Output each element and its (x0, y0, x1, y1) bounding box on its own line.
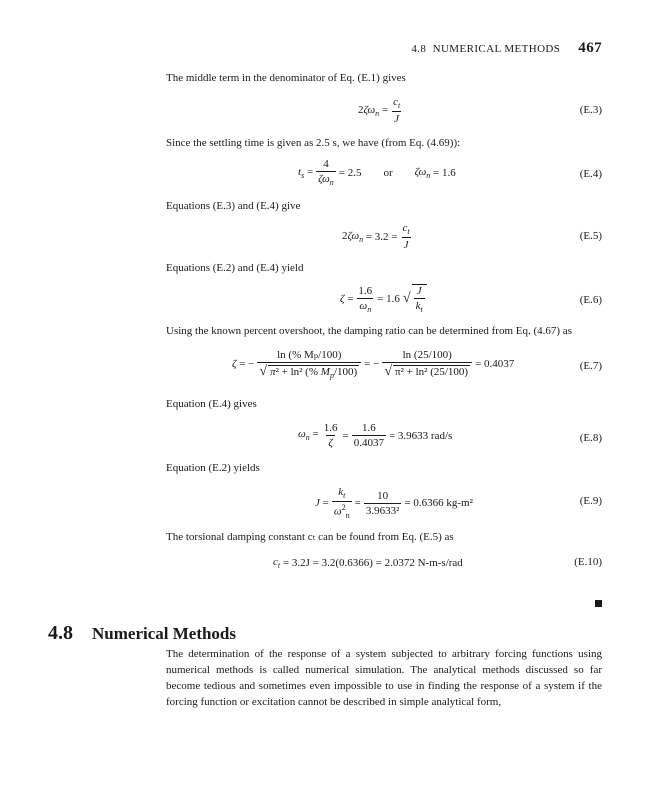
e9-num: 10 (377, 489, 389, 502)
equation-e4: $t_s$ = $\frac{4}{\zeta\omega_n}$ = 2.5 or $\zeta\omega_n$ = 1.6 (298, 158, 456, 188)
equation-e6: ζ = $\frac{1.6}{\omega_n}$ = 1.6 √ $\frac{J}{k_t}$ (340, 284, 427, 314)
paragraph-8: The torsional damping constant cₜ can be found from Eq. (E.5) as (166, 531, 454, 543)
equation-e7: ζ = − $\frac{\text{ln (\% Mₚ/100)}}{√ \pi^2 + \ln^2 (\% M_p/100)}$ = − $\frac{\ln (25/100)}{\text{√ π² + ln² (25/100)}}$ = 0.4037 (232, 348, 515, 381)
section-title: Numerical Methods (92, 624, 237, 643)
e10-text: = 3.2J = 3.2(0.6366) = 2.0372 N-m-s/rad (282, 557, 463, 570)
equation-number-e6: (E.6) (579, 294, 602, 306)
page-number: 467 (578, 40, 602, 56)
paragraph-7: Equation (E.2) yields (166, 462, 260, 474)
paragraph-5: Using the known percent overshoot, the damping ratio can be determined from Eq. (4.67) as (166, 325, 572, 337)
e4-value1: = 2.5 (338, 166, 362, 179)
equation-number-e9: (E.9) (579, 495, 602, 507)
e7-result: = 0.4037 (475, 358, 515, 371)
e4-value2: = 1.6 (432, 166, 456, 179)
running-header (411, 40, 602, 57)
equation-number-e4: (E.4) (579, 168, 602, 180)
equation-e8: $\omega_n$ = $\frac{1.6}{\zeta}$ = $\frac{1.6}{0.4037}$ = 3.9633 rad/s (298, 422, 453, 449)
paragraph-2: Since the settling time is given as 2.5 s, we have (from Eq. (4.69)): (166, 137, 461, 149)
section-body: The determination of the response of a system subjected to arbitrary forcing functions using numerical methods is called numerical simulation. The analytical methods discussed so far become tedious and sometimes even impossible to use in finding the response of a system if the forcing function or excitation cannot be described in simple analytical form, (166, 648, 602, 708)
e9-den: 3.9633² (365, 504, 400, 517)
paragraph-4: Equations (E.2) and (E.4) yield (166, 262, 304, 274)
e5-value: = 3.2 = (365, 230, 398, 243)
e8-num: 1.6 (361, 422, 376, 434)
equation-number-e3: (E.3) (579, 104, 602, 116)
equation-number-e8: (E.8) (579, 432, 602, 444)
header-title: NUMERICAL METHODS (432, 43, 561, 55)
e7-num1: ln (% Mₚ/100) (277, 349, 342, 361)
paragraph-1: The middle term in the denominator of Eq. (E.1) gives (166, 72, 406, 84)
equation-number-e7: (E.7) (579, 360, 602, 372)
e8-result: = 3.9633 rad/s (388, 429, 453, 442)
e8-den: 0.4037 (353, 437, 384, 449)
e4-connector: or (383, 166, 393, 179)
equation-e5: $2\zeta\omega_n$ = 3.2 = $\frac{c_t}{J}$ (342, 222, 410, 252)
section-number: 4.8 (48, 622, 73, 644)
paragraph-6: Equation (E.4) gives (166, 398, 257, 410)
equation-number-e10: (E.10) (574, 556, 602, 568)
header-section: 4.8 (411, 43, 427, 55)
equation-number-e5: (E.5) (579, 230, 602, 242)
e6-mid: = 1.6 (377, 293, 400, 306)
e7-den2: π² + ln² (25/100) (395, 365, 469, 378)
equation-e9: J = $\frac{k_t}{\omega^2_n}$ = $\frac{10}{\text{3.9633²}}$ = 0.6366 kg-m² (315, 486, 473, 521)
e6-coef: 1.6 (358, 284, 373, 297)
e7-num2: ln (25/100) (402, 348, 452, 361)
paragraph-3: Equations (E.3) and (E.4) give (166, 200, 301, 212)
end-of-example-mark (595, 600, 602, 607)
e9-result: = 0.6366 kg-m² (404, 497, 473, 510)
equation-e3: $2\zeta\omega_n$ = $\frac{c_t}{J}$ (358, 96, 401, 126)
equation-e10: $c_t$ = 3.2J = 3.2(0.6366) = 2.0372 N-m-s/rad (273, 556, 463, 571)
